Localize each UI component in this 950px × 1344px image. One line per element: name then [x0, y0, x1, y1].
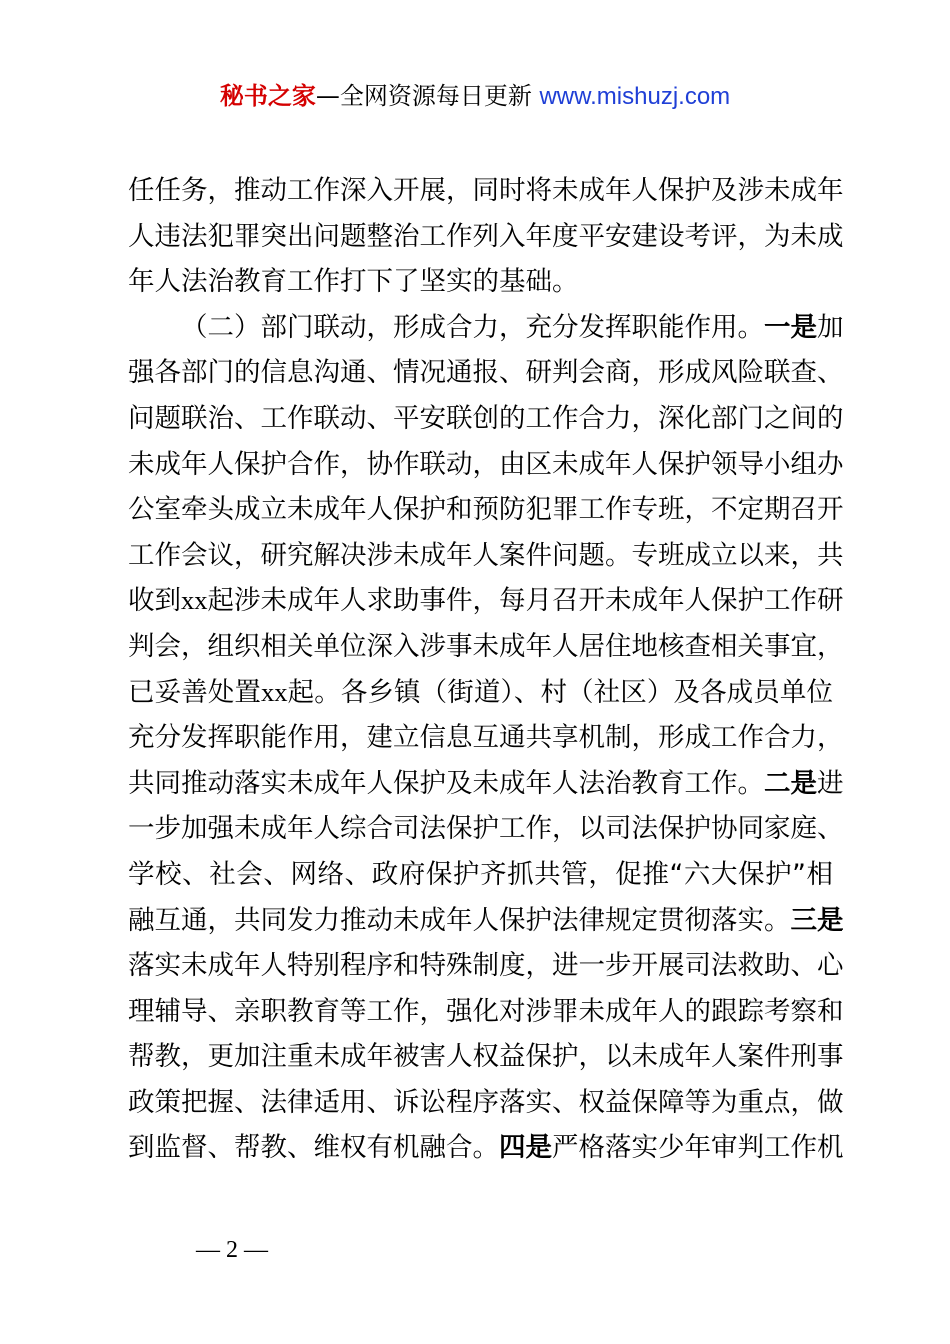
- text-line: 帮教，更加注重未成年被害人权益保护，以未成年人案件刑事: [128, 1041, 844, 1073]
- page-number: — 2 —: [196, 1237, 268, 1263]
- paragraph-2: [128, 305, 844, 1171]
- site-name: 秘书之家: [219, 82, 316, 110]
- text-line: [128, 898, 844, 944]
- text-line: 强各部门的信息沟通、情况通报、研判会商，形成风险联查、: [128, 357, 844, 389]
- point-label-three: 三是: [790, 904, 844, 936]
- text-line: 理辅导、亲职教育等工作，强化对涉罪未成年人的跟踪考察和: [128, 995, 844, 1027]
- site-tagline: —全网资源每日更新: [315, 82, 532, 110]
- text-fragment: 共同推动落实未成年人保护及未成年人法治教育工作。: [128, 767, 764, 799]
- text-fragment: 融互通，共同发力推动未成年人保护法律规定贯彻落实。: [128, 904, 791, 936]
- text-fragment: 起涉未成年人求助事件，每月召开未成年人保护工作研: [207, 585, 844, 617]
- site-url-link[interactable]: www.mishuzj.com: [539, 83, 731, 110]
- text-line: 公室牵头成立未成年人保护和预防犯罪工作专班，不定期召开: [128, 494, 844, 526]
- text-line: 充分发挥职能作用，建立信息互通共享机制，形成工作合力，: [128, 722, 844, 754]
- point-label-four: 四是: [499, 1132, 552, 1164]
- text-fragment: 加: [817, 311, 844, 343]
- text-line: [128, 578, 844, 624]
- text-line: [128, 670, 833, 716]
- text-fragment: 严格落实少年审判工作机: [552, 1132, 844, 1164]
- text-fragment: 已妥善处置: [128, 676, 262, 708]
- text-line: 一步加强未成年人综合司法保护工作，以司法保护协同家庭、: [128, 813, 844, 845]
- text-line: [128, 761, 844, 807]
- site-header: [0, 78, 950, 115]
- text-fragment: 起。各乡镇（街道）、村（社区）及各成员单位: [287, 676, 834, 708]
- text-line: 判会，组织相关单位深入涉事未成年人居住地核查相关事宜，: [128, 630, 844, 662]
- text-line: 问题联治、工作联动、平安联创的工作合力，深化部门之间的: [128, 402, 844, 434]
- text-line: 工作会议，研究解决涉未成年人案件问题。专班成立以来，共: [128, 539, 844, 571]
- text-line: 学校、社会、网络、政府保护齐抓共管，促推“六大保护”相: [128, 858, 833, 890]
- text-line: [128, 305, 844, 351]
- point-label-one: 一是: [764, 311, 817, 343]
- placeholder-number: xx: [261, 676, 288, 707]
- text-fragment: 进: [817, 767, 844, 799]
- document-body: [128, 168, 844, 1171]
- point-label-two: 二是: [764, 767, 817, 799]
- text-line: 政策把握、法律适用、诉讼程序落实、权益保障等为重点，做: [128, 1086, 844, 1118]
- paragraph-1: [128, 168, 844, 305]
- text-line: 年人法治教育工作打下了坚实的基础。: [128, 266, 579, 298]
- placeholder-number: xx: [181, 585, 208, 616]
- text-line: 人违法犯罪突出问题整治工作列入年度平安建设考评，为未成: [128, 220, 844, 252]
- section-heading: （二）部门联动，形成合力，充分发挥职能作用。: [181, 311, 764, 343]
- text-fragment: 收到: [128, 585, 181, 617]
- text-line: 落实未成年人特别程序和特殊制度，进一步开展司法救助、心: [128, 950, 844, 982]
- text-line: [128, 1125, 844, 1171]
- text-line: 未成年人保护合作，协作联动，由区未成年人保护领导小组办: [128, 448, 844, 480]
- text-line: 任任务，推动工作深入开展，同时将未成年人保护及涉未成年: [128, 175, 844, 206]
- text-fragment: 到监督、帮教、维权有机融合。: [128, 1132, 499, 1164]
